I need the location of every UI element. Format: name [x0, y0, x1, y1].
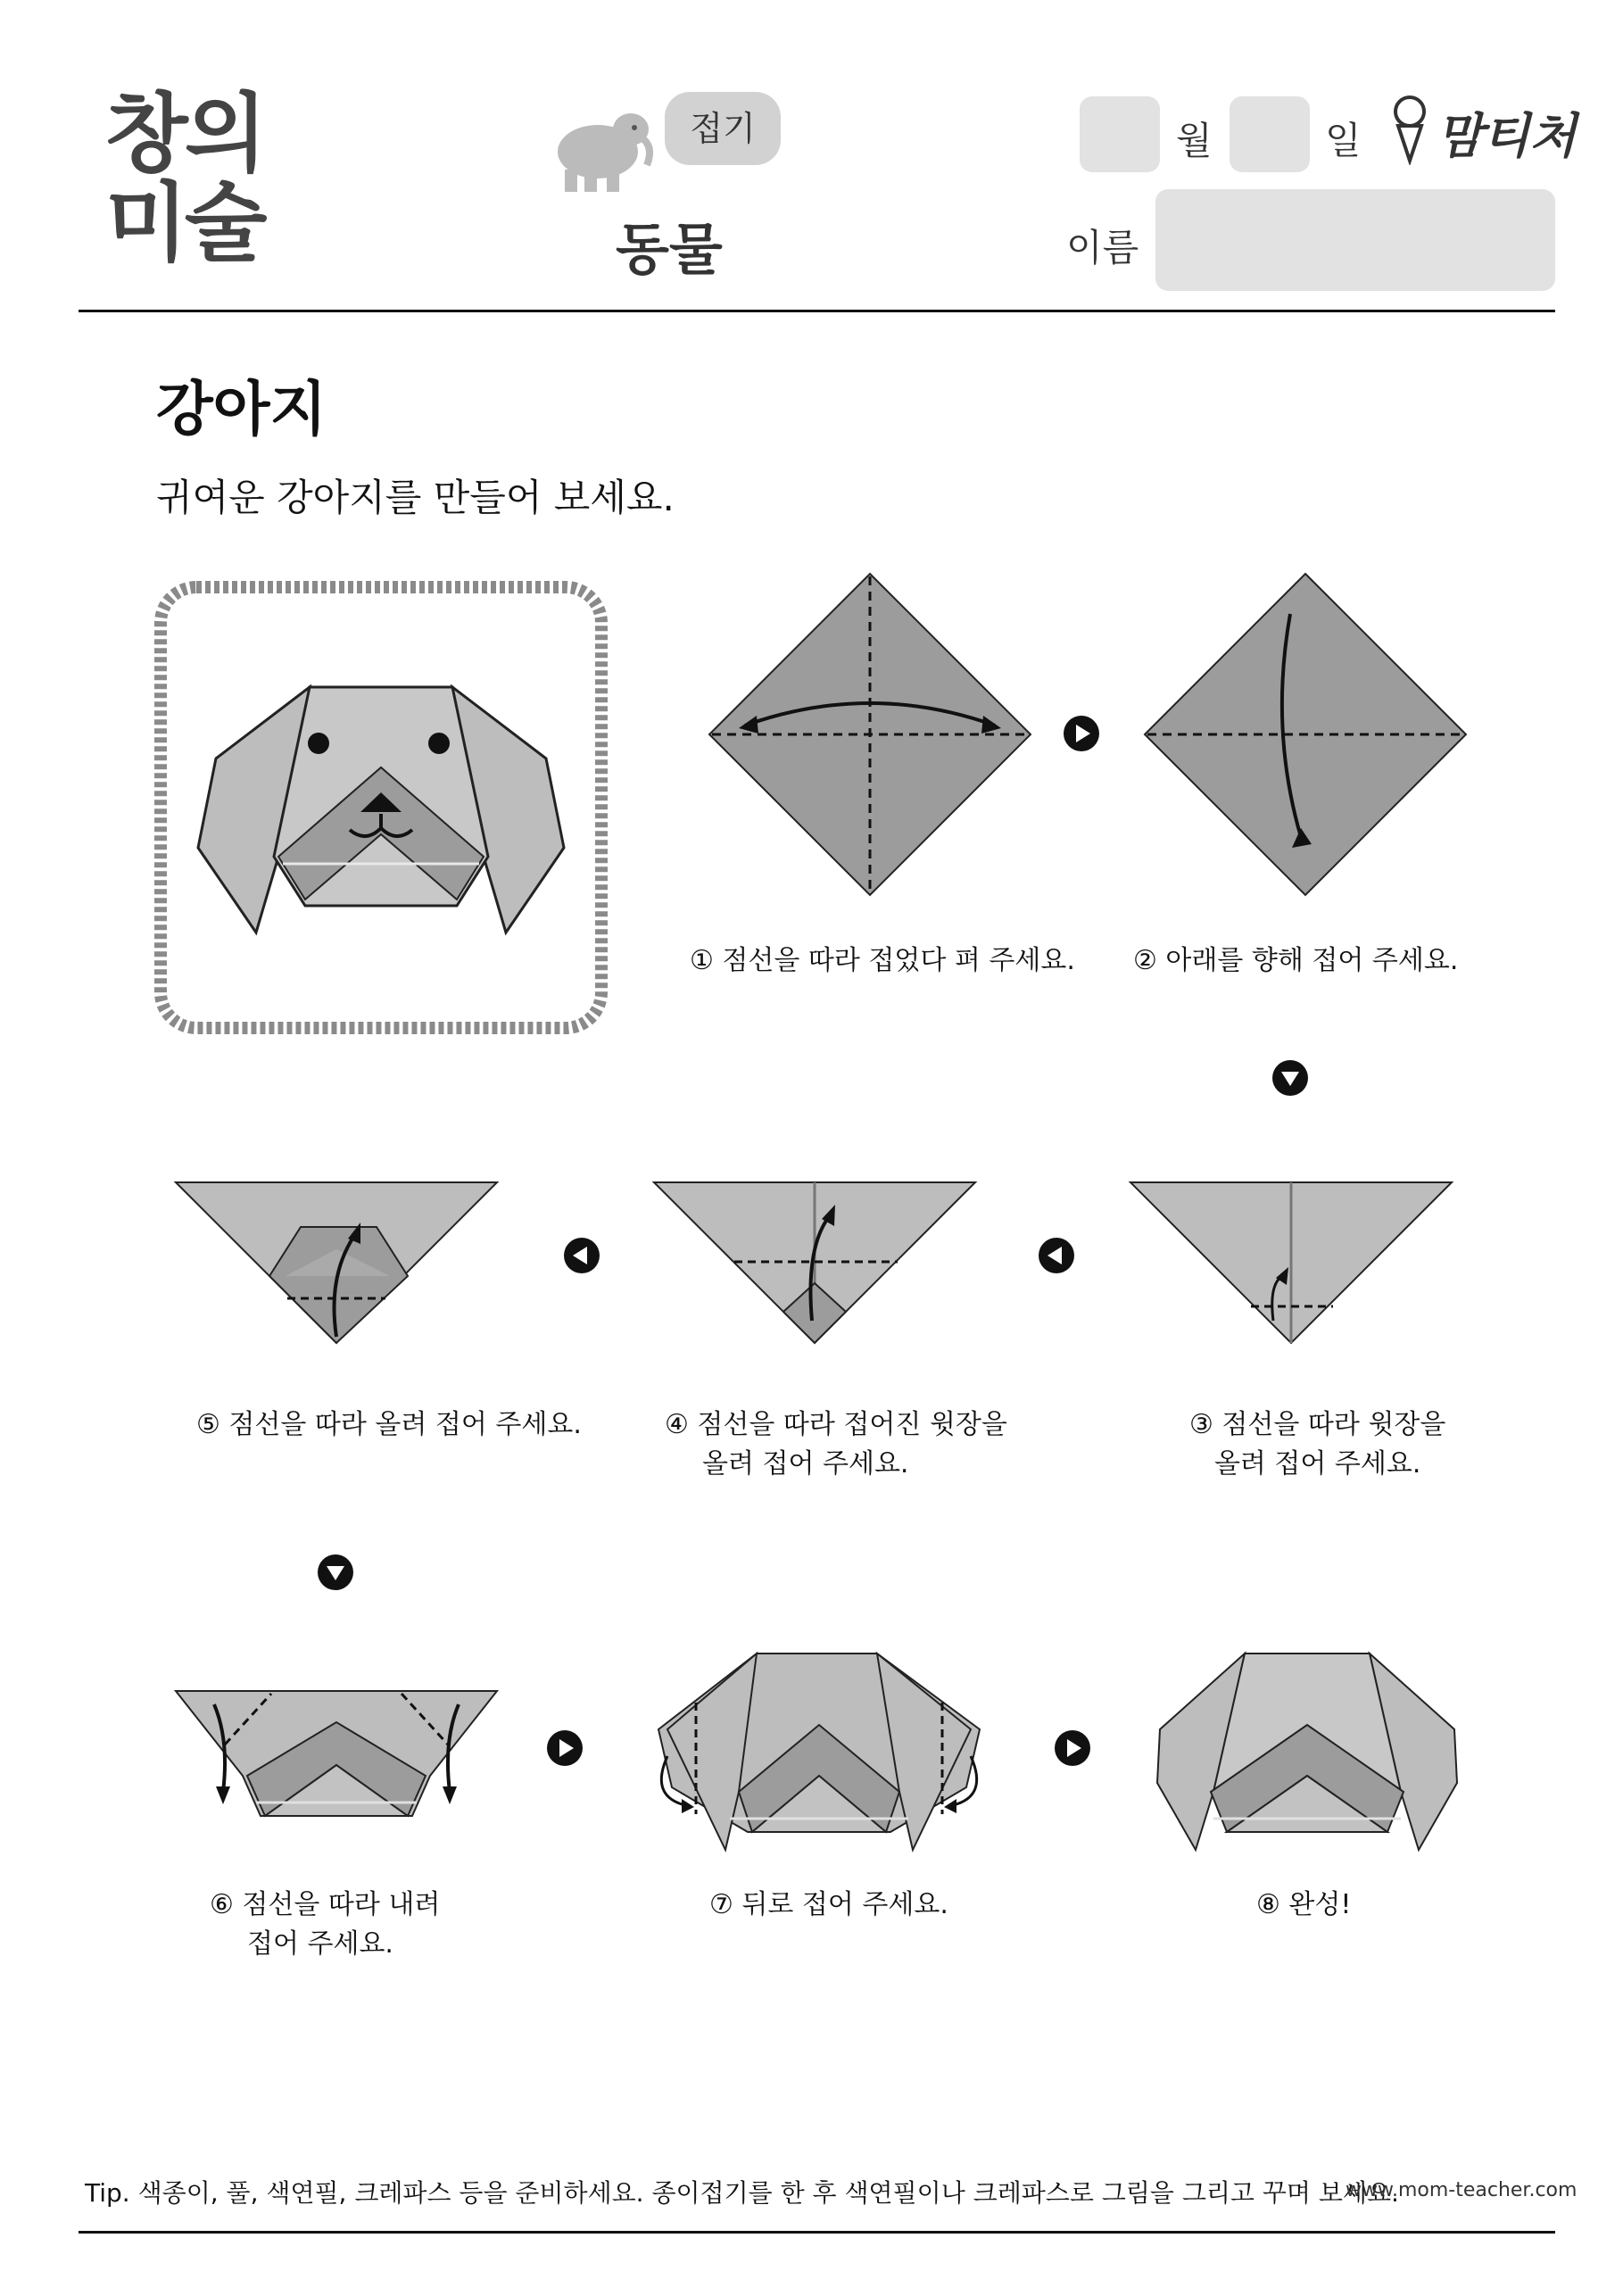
step2-diagram: [1140, 569, 1470, 899]
pencil-mascot-icon: [1387, 94, 1437, 165]
step5-caption: ⑤ 점선을 따라 올려 접어 주세요.: [196, 1409, 582, 1440]
step3-caption-line1: ③ 점선을 따라 윗장을: [1189, 1409, 1446, 1440]
logo-line2: 미술: [105, 173, 264, 273]
step7-diagram: [650, 1649, 989, 1854]
arrow-right-icon: [1053, 1728, 1092, 1768]
step6-caption: [210, 1886, 440, 1964]
arrow-right-icon: [545, 1728, 584, 1768]
arrow-right-icon: [1062, 714, 1101, 753]
month-label: 월: [1176, 119, 1213, 162]
step4-diagram: [650, 1178, 980, 1347]
arrow-down-icon: [316, 1553, 355, 1592]
step4-caption-line1: ④ 점선을 따라 접어진 윗장을: [665, 1409, 1007, 1440]
step1-diagram: [705, 569, 1035, 899]
footer-divider: [79, 2231, 1555, 2234]
day-label: 일: [1325, 119, 1362, 162]
step6-caption-line2: 접어 주세요.: [247, 1928, 393, 1960]
step5-diagram: [171, 1178, 501, 1347]
step3-caption-line2: 올려 접어 주세요.: [1213, 1448, 1421, 1480]
step2-caption: ② 아래를 향해 접어 주세요.: [1133, 945, 1459, 976]
category-badge: 접기: [665, 92, 781, 165]
name-field[interactable]: [1155, 189, 1555, 291]
elephant-icon: [549, 103, 656, 196]
finished-dog-frame: [153, 580, 609, 1035]
header-divider: [79, 310, 1555, 312]
step4-caption-line2: 올려 접어 주세요.: [702, 1448, 909, 1480]
arrow-down-icon: [1271, 1058, 1310, 1098]
step1-caption: ① 점선을 따라 접었다 펴 주세요.: [690, 945, 1075, 976]
step4-caption: [665, 1405, 1007, 1484]
step3-diagram: [1126, 1178, 1456, 1347]
step8-diagram: [1155, 1649, 1459, 1854]
page-title: 강아지: [156, 375, 327, 443]
arrow-left-icon: [1037, 1236, 1076, 1275]
day-field[interactable]: [1230, 96, 1310, 172]
footer-url[interactable]: www.mom-teacher.com: [1346, 2179, 1577, 2201]
logo-line1: 창의: [105, 84, 264, 184]
logo: [105, 84, 284, 273]
step8-caption: ⑧ 완성!: [1256, 1889, 1352, 1920]
step7-caption: ⑦ 뒤로 접어 주세요.: [709, 1889, 948, 1920]
step6-diagram: [171, 1687, 501, 1829]
step6-caption-line1: ⑥ 점선을 따라 내려: [210, 1889, 441, 1920]
step3-caption: [1189, 1405, 1445, 1484]
month-field[interactable]: [1080, 96, 1160, 172]
page-subtitle: 귀여운 강아지를 만들어 보세요.: [156, 476, 675, 519]
footer-tip: Tip. 색종이, 풀, 색연필, 크레파스 등을 준비하세요. 종이접기를 한 후 색연필이나 크레파스로 그림을 그리고 꾸며 보세요.: [85, 2178, 1399, 2208]
name-label: 이름: [1066, 226, 1139, 269]
brand-logo: 맘티처: [1437, 108, 1577, 164]
arrow-left-icon: [562, 1236, 601, 1275]
subject-label: 동물: [616, 217, 723, 282]
